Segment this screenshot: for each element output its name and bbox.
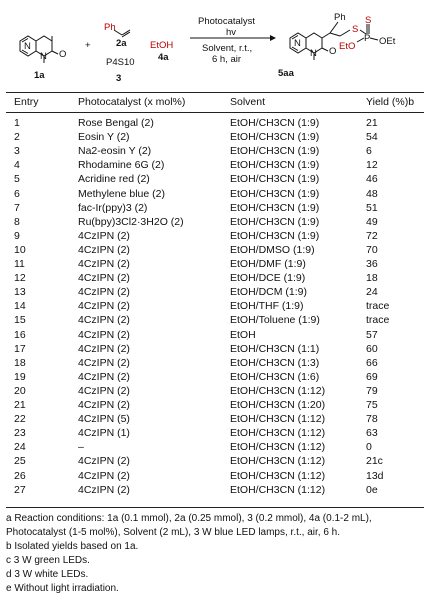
photocatalyst-cell: Methylene blue (2) (78, 187, 165, 200)
photocatalyst-cell: Rose Bengal (2) (78, 117, 154, 129)
photocatalyst-cell: 4CzIPN (2) (78, 384, 130, 397)
table-top-rule (6, 92, 424, 93)
arrow-bottom-line1: Solvent, r.t., (202, 43, 253, 54)
label-4a: 4a (158, 52, 169, 63)
solvent-cell: EtOH/CH3CN (1:12) (230, 384, 326, 397)
product-ring-n-2: N (310, 48, 317, 59)
photocatalyst-cell: 4CzIPN (2) (78, 314, 130, 327)
footnote-d: d 3 W white LEDs. (6, 569, 89, 580)
yield-cell: 0 (366, 441, 372, 454)
solvent-cell: EtOH/CH3CN (1:12) (230, 413, 326, 426)
yield-cell: 18 (366, 272, 378, 285)
entry-cell: 7 (14, 201, 20, 214)
entry-cell: 16 (14, 328, 26, 341)
yield-cell: 36 (366, 258, 378, 270)
entry-cell: 5 (14, 173, 20, 186)
entry-cell: 27 (14, 483, 26, 496)
yield-cell: 69 (366, 370, 378, 383)
entry-cell: 15 (14, 314, 26, 327)
entry-cell: 20 (14, 384, 26, 397)
entry-cell: 25 (14, 455, 26, 468)
table-row (6, 300, 424, 312)
table-row (6, 230, 424, 242)
solvent-cell: EtOH/CH3CN (1:9) (230, 117, 320, 129)
product-oet-label: OEt (379, 36, 396, 47)
entry-cell: 11 (14, 258, 25, 270)
entry-cell: 21 (14, 399, 26, 411)
product-ring-n-1: N (294, 38, 301, 49)
yield-cell: 54 (366, 131, 378, 144)
solvent-cell: EtOH/DCM (1:9) (230, 286, 308, 299)
solvent-cell: EtOH/CH3CN (1:12) (230, 441, 326, 454)
entry-cell: 10 (14, 243, 26, 256)
yield-cell: 21 (366, 117, 378, 129)
solvent-cell: EtOH/DMSO (1:9) (230, 243, 315, 256)
table-row (6, 427, 424, 439)
photocatalyst-cell: Na2-eosin Y (2) (78, 145, 152, 158)
photocatalyst-cell: 4CzIPN (2) (78, 272, 130, 285)
product-s2-label: S (365, 15, 372, 26)
photocatalyst-cell: Ru(bpy)3Cl2·3H2O (2) (78, 215, 184, 228)
entry-cell: 1 (14, 117, 20, 129)
photocatalyst-cell: 4CzIPN (2) (78, 286, 130, 299)
yield-cell: 24 (366, 286, 378, 299)
solvent-cell: EtOH/CH3CN (1:9) (230, 187, 320, 200)
reaction-scheme (0, 0, 430, 92)
solvent-cell: EtOH/CH3CN (1:9) (230, 173, 320, 186)
table-row (6, 413, 424, 425)
entry-cell: 2 (14, 131, 20, 144)
table-row (6, 286, 424, 298)
product-ring-o: O (329, 46, 337, 57)
table-row (6, 357, 424, 369)
yield-cell: 21c (366, 455, 383, 468)
yield-cell: 49 (366, 215, 378, 228)
photocatalyst-cell: 4CzIPN (2) (78, 483, 130, 496)
photocatalyst-cell: 4CzIPN (2) (78, 300, 130, 313)
label-1a: 1a (34, 70, 45, 81)
solvent-cell: EtOH/CH3CN (1:12) (230, 483, 326, 496)
yield-cell: 48 (366, 187, 378, 200)
table-row (6, 329, 424, 341)
photocatalyst-cell: 4CzIPN (2) (78, 399, 130, 411)
yield-cell: 51 (366, 201, 378, 214)
plus-sign: + (85, 40, 91, 51)
photocatalyst-cell: Eosin Y (2) (78, 131, 130, 144)
solvent-cell: EtOH/CH3CN (1:9) (230, 229, 320, 242)
entry-cell: 6 (14, 187, 20, 200)
yield-cell: 46 (366, 173, 378, 186)
yield-cell: 57 (366, 328, 378, 341)
entry-cell: 22 (14, 413, 26, 426)
photocatalyst-cell: 4CzIPN (2) (78, 370, 130, 383)
solvent-cell: EtOH/DCE (1:9) (230, 272, 306, 285)
header-solvent: Solvent (230, 96, 266, 108)
product-ph-label: Ph (334, 12, 346, 23)
table-row (6, 343, 424, 355)
yield-cell: 12 (366, 159, 378, 172)
product-s1-label: S (352, 24, 359, 35)
table-row (6, 272, 424, 284)
table-row (6, 244, 424, 256)
photocatalyst-cell: 4CzIPN (2) (78, 356, 130, 369)
entry-cell: 12 (14, 272, 26, 285)
header-yield: Yield (%)b (366, 96, 415, 108)
table-row (6, 385, 424, 397)
footnote-e: e Without light irradiation. (6, 583, 119, 594)
solvent-cell: EtOH/CH3CN (1:12) (230, 469, 326, 482)
table-row (6, 441, 424, 453)
entry-cell: 18 (14, 356, 26, 369)
photocatalyst-cell: 4CzIPN (2) (78, 243, 130, 256)
ring-o-label: O (59, 49, 67, 60)
table-row (6, 131, 424, 143)
solvent-cell: EtOH/THF (1:9) (230, 300, 304, 313)
photocatalyst-cell: 4CzIPN (2) (78, 455, 130, 468)
etoh-label: EtOH (150, 40, 174, 51)
solvent-cell: EtOH/CH3CN (1:9) (230, 215, 320, 228)
photocatalyst-cell: 4CzIPN (2) (78, 469, 130, 482)
yield-cell: 60 (366, 342, 378, 355)
solvent-cell: EtOH/DMF (1:9) (230, 258, 306, 270)
solvent-cell: EtOH/CH3CN (1:9) (230, 131, 320, 144)
table-row (6, 258, 424, 270)
entry-cell: 13 (14, 286, 26, 299)
styrene-ph-label: Ph (104, 22, 116, 33)
product-p-label: P (364, 33, 371, 44)
yield-cell: 75 (366, 399, 378, 411)
table-row (6, 173, 424, 185)
ring-n-label-2: N (40, 51, 47, 62)
table-row (6, 159, 424, 171)
entry-cell: 26 (14, 469, 26, 482)
yield-cell: trace (366, 314, 390, 327)
ring-n-label-1: N (24, 41, 31, 52)
table-row (6, 314, 424, 326)
solvent-cell: EtOH/CH3CN (1:12) (230, 427, 326, 440)
entry-cell: 9 (14, 229, 20, 242)
yield-cell: 6 (366, 145, 372, 158)
yield-cell: 63 (366, 427, 378, 440)
entry-cell: 3 (14, 145, 20, 158)
entry-cell: 8 (14, 215, 20, 228)
header-photocatalyst: Photocatalyst (x mol%) (78, 96, 186, 108)
table-bottom-rule (6, 507, 424, 508)
label-3: 3 (116, 73, 122, 84)
photocatalyst-cell: 4CzIPN (2) (78, 258, 130, 270)
solvent-cell: EtOH/CH3CN (1:12) (230, 455, 326, 468)
table-row (6, 145, 424, 157)
photocatalyst-cell: Rhodamine 6G (2) (78, 159, 165, 172)
solvent-cell: EtOH/CH3CN (1:6) (230, 370, 320, 383)
yield-cell: trace (366, 300, 390, 313)
solvent-cell: EtOH/CH3CN (1:3) (230, 356, 320, 369)
solvent-cell: EtOH/CH3CN (1:1) (230, 342, 320, 355)
table-row (6, 470, 424, 482)
entry-cell: 4 (14, 159, 20, 172)
yield-cell: 78 (366, 413, 378, 426)
label-5aa: 5aa (278, 68, 294, 79)
footnote-c: c 3 W green LEDs. (6, 555, 90, 566)
label-2a: 2a (116, 38, 127, 49)
styrene-2a-structure (114, 30, 130, 37)
photocatalyst-cell: 4CzIPN (5) (78, 413, 130, 426)
photocatalyst-cell: fac-Ir(ppy)3 (2) (78, 201, 148, 214)
header-entry: Entry (14, 96, 39, 108)
yield-cell: 70 (366, 243, 378, 256)
footnote-b: b Isolated yields based on 1a. (6, 541, 139, 552)
table-row (6, 216, 424, 228)
yield-cell: 72 (366, 229, 378, 242)
arrow-bottom-line2: 6 h, air (212, 54, 242, 65)
solvent-cell: EtOH/CH3CN (1:9) (230, 201, 320, 214)
table-row (6, 371, 424, 383)
solvent-cell: EtOH/CH3CN (1:20) (230, 399, 326, 411)
yield-cell: 79 (366, 384, 378, 397)
photocatalyst-cell: Acridine red (2) (78, 173, 150, 186)
table-row (6, 202, 424, 214)
table-header-rule (6, 112, 424, 113)
table-row (6, 399, 424, 411)
arrow-top-line1: Photocatalyst (198, 16, 256, 27)
entry-cell: 19 (14, 370, 26, 383)
photocatalyst-cell: 4CzIPN (2) (78, 328, 130, 341)
solvent-cell: EtOH/CH3CN (1:9) (230, 145, 320, 158)
yield-cell: 0e (366, 483, 378, 496)
entry-cell: 17 (14, 342, 26, 355)
p4s10-formula: P4S10 (106, 57, 135, 68)
entry-cell: 14 (14, 300, 26, 313)
footnote-a: a Reaction conditions: 1a (0.1 mmol), 2a (0.25 mmol), 3 (0.2 mmol), 4a (0.1-2 mL), Photocatalyst (1-5 mol%), Solvent (2 mL), 3 W blue LED lamps, r.t., air, 6 h. (6, 513, 372, 538)
solvent-cell: EtOH/Toluene (1:9) (230, 314, 320, 327)
photocatalyst-cell: 4CzIPN (2) (78, 229, 130, 242)
table-row (6, 484, 424, 496)
solvent-cell: EtOH/CH3CN (1:9) (230, 159, 320, 172)
solvent-cell: EtOH (230, 328, 256, 341)
photocatalyst-cell: – (78, 441, 84, 454)
table-row (6, 117, 424, 129)
table-row (6, 455, 424, 467)
product-eto-label: EtO (339, 41, 356, 52)
table-row (6, 188, 424, 200)
entry-cell: 23 (14, 427, 26, 440)
yield-cell: 66 (366, 356, 378, 369)
photocatalyst-cell: 4CzIPN (1) (78, 427, 130, 440)
photocatalyst-cell: 4CzIPN (2) (78, 342, 130, 355)
entry-cell: 24 (14, 441, 26, 454)
arrow-top-line2: hv (226, 27, 237, 38)
yield-cell: 13d (366, 469, 384, 482)
